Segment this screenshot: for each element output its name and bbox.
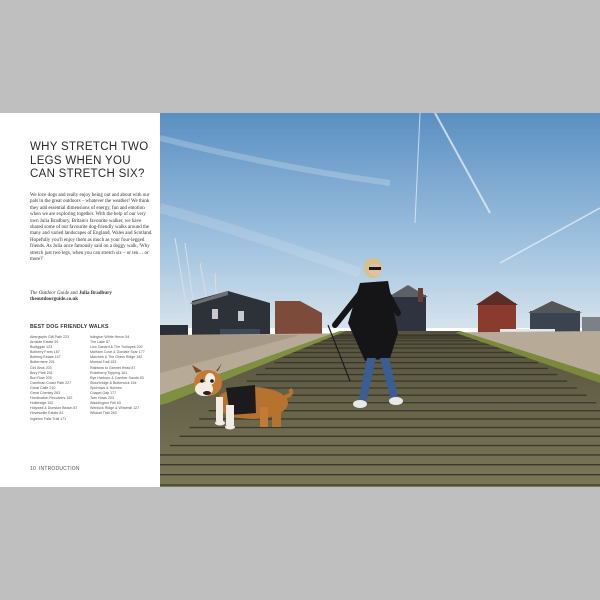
headline-line-1: WHY STRETCH TWO bbox=[30, 141, 149, 153]
headline-line-3: CAN STRETCH SIX? bbox=[30, 168, 145, 180]
walk-list-item: Monsal Trail 153 bbox=[90, 360, 117, 365]
walk-list-item: Ingleton Falls Trail 171 bbox=[30, 416, 67, 421]
walks-list-column-2 bbox=[90, 335, 148, 417]
walk-list-item: Waddington Fell 63 bbox=[90, 401, 121, 406]
walk-list-item: Cini Bros 203 bbox=[30, 365, 52, 370]
text-page bbox=[0, 113, 160, 487]
walk-list-item: Roseberry Topping 161 bbox=[90, 370, 128, 375]
page-number: 10 bbox=[30, 466, 36, 472]
intro-body-text: We love dogs and really enjoy being out and about with our pals in the great outdoors – whatever the weather! We think they add essential dimensions of energy, fun and emotion when we are exploring together. With the help of our very own Julia Bradbury, Britain's favourite walker, we have shared some of our favourite dog-friendly walks around the many and varied landscapes of England, Wales and Scotland. Hopefully you'll enjoy them as much as your four-legged friends. As Julia once famously said on a doggy walk, 'Why stretch just two legs, when you can stretch six – or ten… or more?' bbox=[30, 193, 153, 263]
page-headline bbox=[30, 141, 155, 182]
walk-list-item: Bolberry Farm 167 bbox=[30, 350, 60, 355]
walk-list-item: Arnside Estate 59 bbox=[30, 340, 59, 345]
headline-line-2: LEGS WHEN YOU bbox=[30, 154, 131, 167]
walk-list-item: Tarn Hows 203 bbox=[90, 396, 114, 401]
signoff-name: Julia Bradbury bbox=[78, 291, 112, 296]
walk-list-item: Abergwyfn Gift Path 223 bbox=[30, 335, 69, 339]
walk-list-item: Burl Row 205 bbox=[30, 375, 52, 380]
walk-list-item: Spurrows & Holmes bbox=[90, 385, 122, 390]
walk-list-item: Cwmbran Coast Path 227 bbox=[30, 380, 72, 385]
signoff-and: and bbox=[70, 291, 78, 296]
signoff-guide: The Outdoor Guide bbox=[30, 291, 70, 296]
walk-list-item: Rye Harbour & Camber Sands 83 bbox=[90, 375, 144, 380]
walk-list-item: Islington White Heron 54 bbox=[90, 335, 130, 339]
walk-list-item: Wenlock Ridge & Windmill 127 bbox=[90, 406, 140, 411]
walk-list-item: Bodiggan 123 bbox=[30, 345, 53, 350]
walk-list-item: Buttermere 201 bbox=[30, 360, 55, 365]
walk-list-item: Great Calfe 210 bbox=[30, 385, 56, 390]
walk-list-item: Hoveswille Estate 81 bbox=[30, 411, 64, 416]
walk-list-item: Bolberg Estate 147 bbox=[30, 355, 61, 360]
magazine-spread bbox=[0, 113, 600, 487]
signoff-url: theoutdoorguide.co.uk bbox=[30, 297, 79, 303]
walk-list-item: Holywell & Dunston Beach 87 bbox=[30, 406, 78, 411]
walk-list-item: Lion Canard & The Trollopes 200 bbox=[90, 345, 143, 350]
walks-list-column-1 bbox=[30, 335, 88, 422]
signoff bbox=[30, 291, 154, 304]
section-name: INTRODUCTION bbox=[38, 466, 80, 472]
walk-list-item: Homboston Reculvers 152 bbox=[30, 396, 73, 401]
walk-list-item: Bury Park 201 bbox=[30, 370, 53, 375]
walk-list-item: Great Chenley 263 bbox=[30, 391, 61, 396]
walk-list-item: Chapel Gap 177 bbox=[90, 391, 117, 396]
walk-list-item: The Lake 87 bbox=[90, 340, 110, 345]
walk-list-item: Stourbridge & Butterwick 154 bbox=[90, 380, 137, 385]
walk-list-item: Marches & The Grass Ridge 152 bbox=[90, 355, 143, 360]
beach-boardwalk-photo bbox=[160, 113, 600, 487]
walks-heading: BEST DOG FRIENDLY WALKS bbox=[30, 324, 109, 330]
walk-list-item: Malham Cove & Gordale Scar 177 bbox=[90, 350, 145, 355]
walk-list-item: Hutleridge 152 bbox=[30, 401, 54, 406]
walk-list-item: Rainbow to Gannet Head 87 bbox=[90, 365, 136, 370]
walk-list-item: Wildcat Trail 263 bbox=[90, 411, 117, 416]
page-folio bbox=[30, 466, 83, 472]
